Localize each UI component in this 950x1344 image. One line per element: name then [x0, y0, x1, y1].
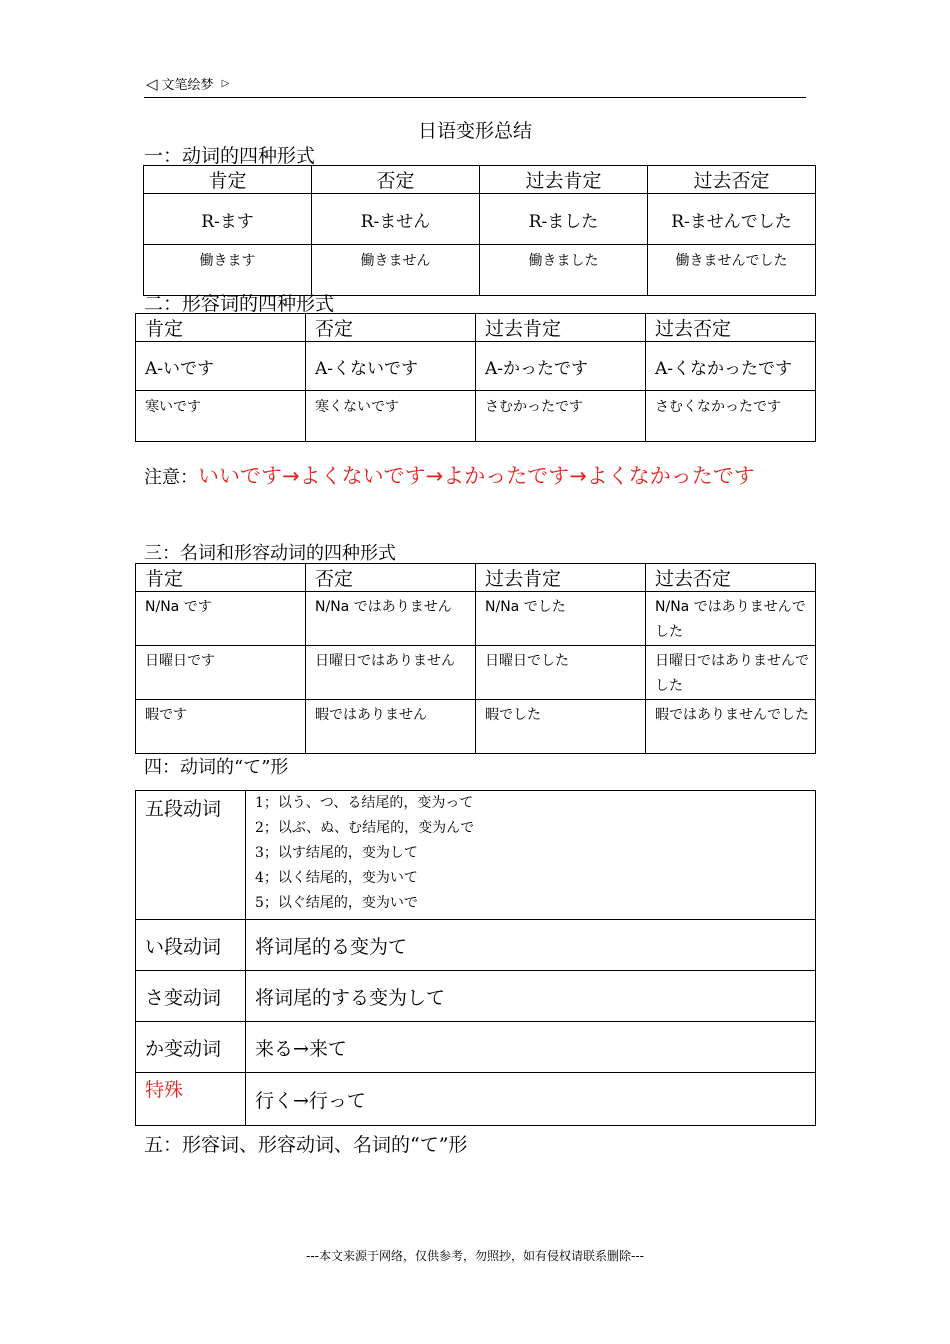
- table-cell: A-いです: [136, 342, 306, 391]
- rule-line: 3；以す结尾的，变为して: [255, 845, 418, 861]
- verb-forms-table: [143, 165, 816, 296]
- footer-disclaimer: ---本文来源于网络，仅供参考，勿照抄，如有侵权请联系删除---: [306, 1249, 644, 1263]
- table-header-cell: 过去否定: [648, 166, 816, 194]
- table-cell: R-ませんでした: [648, 194, 816, 245]
- godan-rules: [246, 791, 816, 920]
- rule-line: 1；以う、つ、る结尾的，变为って: [255, 795, 474, 811]
- table-header-cell: 肯定: [136, 564, 306, 592]
- verb-type-label: か变动词: [136, 1022, 246, 1073]
- verb-type-label: い段动词: [136, 920, 246, 971]
- table-cell: 寒いです: [136, 391, 306, 442]
- table-cell: A-かったです: [476, 342, 646, 391]
- te-form-table: [135, 790, 816, 1126]
- rule-cell: 来る→来て: [246, 1022, 816, 1073]
- page-header: [146, 74, 229, 93]
- table-header-cell: 过去否定: [646, 564, 816, 592]
- table-header-cell: 否定: [306, 314, 476, 342]
- table-cell: 日曜日ではありませんでした: [646, 646, 816, 700]
- rule-line: 2；以ぶ、ぬ、む结尾的，变为んで: [255, 820, 475, 836]
- left-triangle-icon: ◁: [146, 74, 158, 93]
- table-cell: 暇です: [136, 700, 306, 754]
- table-cell: 暇ではありませんでした: [646, 700, 816, 754]
- table-cell: N/Na です: [136, 592, 306, 646]
- verb-type-label: 五段动词: [136, 791, 246, 920]
- rule-line: 4；以く结尾的，变为いて: [255, 870, 418, 886]
- table-header-cell: 过去否定: [646, 314, 816, 342]
- table-cell: 暇ではありません: [306, 700, 476, 754]
- special-label: 特殊: [136, 1073, 246, 1126]
- note-label: 注意：: [144, 467, 198, 488]
- note-text: いいです→よくないです→よかったです→よくなかったです: [198, 464, 755, 488]
- noun-forms-table: [135, 563, 816, 754]
- brand-label: 文笔绘梦: [161, 78, 214, 93]
- section3-heading: 三：名词和形容动词的四种形式: [144, 543, 396, 564]
- table-header-cell: 否定: [312, 166, 480, 194]
- right-triangle-icon: ▷: [221, 78, 230, 89]
- section2-heading: 二：形容词的四种形式: [144, 293, 335, 315]
- table-cell: 働きます: [144, 245, 312, 296]
- rule-cell: 行く→行って: [246, 1073, 816, 1126]
- table-cell: 日曜日でした: [476, 646, 646, 700]
- table-cell: 働きました: [480, 245, 648, 296]
- table-cell: さむかったです: [476, 391, 646, 442]
- section5-heading: 五：形容词、形容动词、名词的“て”形: [144, 1134, 468, 1156]
- section1-heading: 一：动词的四种形式: [144, 145, 316, 167]
- table-header-cell: 肯定: [136, 314, 306, 342]
- rule-cell: 将词尾的る变为て: [246, 920, 816, 971]
- table-cell: R-ます: [144, 194, 312, 245]
- table-cell: N/Na でした: [476, 592, 646, 646]
- table-cell: 日曜日ではありません: [306, 646, 476, 700]
- table-cell: 働きません: [312, 245, 480, 296]
- header-divider: [144, 97, 806, 98]
- table-cell: 働きませんでした: [648, 245, 816, 296]
- table-cell: さむくなかったです: [646, 391, 816, 442]
- table-cell: A-くないです: [306, 342, 476, 391]
- section4-heading: 四：动词的“て”形: [144, 757, 289, 778]
- table-header-cell: 过去肯定: [476, 314, 646, 342]
- table-header-cell: 肯定: [144, 166, 312, 194]
- table-cell: R-ません: [312, 194, 480, 245]
- adjective-forms-table: [135, 313, 816, 442]
- document-title: 日语变形总结: [417, 120, 532, 142]
- table-cell: 暇でした: [476, 700, 646, 754]
- table-cell: 日曜日です: [136, 646, 306, 700]
- table-cell: A-くなかったです: [646, 342, 816, 391]
- table-header-cell: 过去肯定: [476, 564, 646, 592]
- rule-line: 5；以ぐ结尾的，变为いで: [255, 895, 418, 911]
- table-cell: N/Na ではありません: [306, 592, 476, 646]
- rule-cell: 将词尾的する变为して: [246, 971, 816, 1022]
- table-cell: N/Na ではありませんでした: [646, 592, 816, 646]
- verb-type-label: さ变动词: [136, 971, 246, 1022]
- table-header-cell: 过去肯定: [480, 166, 648, 194]
- table-cell: 寒くないです: [306, 391, 476, 442]
- table-cell: R-ました: [480, 194, 648, 245]
- table-header-cell: 否定: [306, 564, 476, 592]
- note-paragraph: [144, 452, 824, 502]
